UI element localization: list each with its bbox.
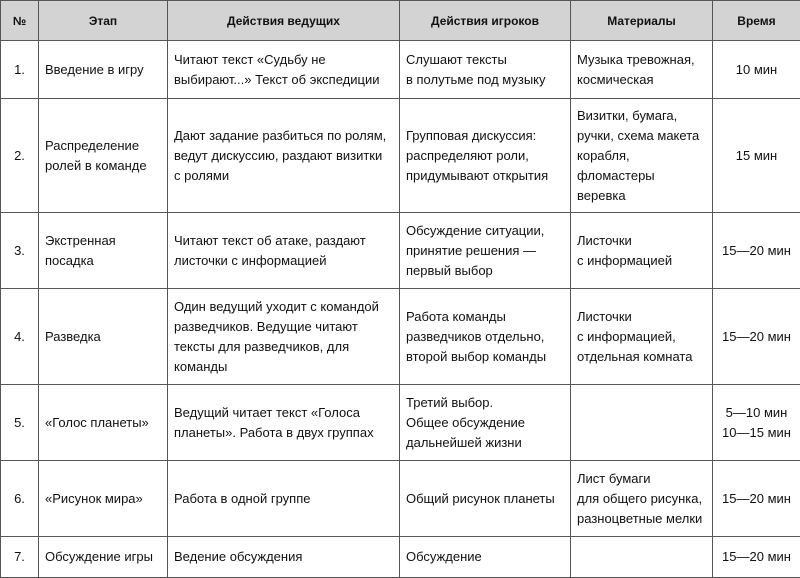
cell-line: Ведущий читает текст «Голоса [174, 403, 393, 423]
cell-line: корабля, [577, 146, 706, 166]
cell-line: Читают текст «Судьбу не [174, 50, 393, 70]
cell-num: 4. [1, 289, 39, 385]
cell-time [713, 41, 800, 99]
cell-line: ведут дискуссию, раздают визитки [174, 146, 393, 166]
cell-hosts [168, 41, 400, 99]
cell-time [713, 461, 800, 537]
table-row [1, 213, 800, 289]
cell-line: разноцветные мелки [577, 509, 706, 529]
cell-line: Обсуждение игры [45, 547, 161, 567]
cell-line: посадка [45, 251, 161, 271]
cell-stage [39, 41, 168, 99]
cell-num: 3. [1, 213, 39, 289]
header-hosts: Действия ведущих [168, 1, 400, 41]
cell-materials [571, 41, 713, 99]
cell-line: Введение в игру [45, 60, 161, 80]
table-row [1, 537, 800, 578]
cell-line: Обсуждение ситуации, [406, 221, 564, 241]
cell-players [400, 289, 571, 385]
table-row [1, 289, 800, 385]
cell-line: Визитки, бумага, [577, 106, 706, 126]
cell-stage [39, 213, 168, 289]
cell-line: планеты». Работа в двух группах [174, 423, 393, 443]
cell-line: Музыка тревожная, [577, 50, 706, 70]
cell-hosts [168, 537, 400, 578]
table-row [1, 385, 800, 461]
cell-line: Дают задание разбиться по ролям, [174, 126, 393, 146]
cell-line: второй выбор команды [406, 347, 564, 367]
cell-line: 15—20 мин [719, 547, 794, 567]
cell-line: Разведка [45, 327, 161, 347]
cell-line: Распределение [45, 136, 161, 156]
cell-line: разведчиков. Ведущие читают [174, 317, 393, 337]
cell-line: «Голос планеты» [45, 413, 161, 433]
cell-num: 5. [1, 385, 39, 461]
cell-line: Один ведущий уходит с командой [174, 297, 393, 317]
cell-stage [39, 461, 168, 537]
cell-num: 6. [1, 461, 39, 537]
cell-line: Лист бумаги [577, 469, 706, 489]
cell-line: для общего рисунка, [577, 489, 706, 509]
cell-line: Общее обсуждение [406, 413, 564, 433]
cell-line: фломастеры [577, 166, 706, 186]
cell-hosts [168, 213, 400, 289]
table-row [1, 461, 800, 537]
cell-line: придумывают открытия [406, 166, 564, 186]
table-row [1, 41, 800, 99]
cell-line: Ведение обсуждения [174, 547, 393, 567]
cell-line: Читают текст об атаке, раздают [174, 231, 393, 251]
cell-stage [39, 99, 168, 213]
cell-line: 5—10 мин [719, 403, 794, 423]
cell-line: распределяют роли, [406, 146, 564, 166]
cell-line: ролей в команде [45, 156, 161, 176]
cell-stage [39, 385, 168, 461]
cell-num: 2. [1, 99, 39, 213]
cell-line: 15—20 мин [719, 327, 794, 347]
cell-time [713, 213, 800, 289]
header-stage: Этап [39, 1, 168, 41]
cell-materials [571, 289, 713, 385]
cell-time [713, 537, 800, 578]
cell-hosts [168, 385, 400, 461]
table-row [1, 99, 800, 213]
cell-players [400, 537, 571, 578]
cell-line: Обсуждение [406, 547, 564, 567]
cell-line: 15—20 мин [719, 489, 794, 509]
cell-hosts [168, 289, 400, 385]
cell-time [713, 289, 800, 385]
cell-line: 15—20 мин [719, 241, 794, 261]
cell-line: отдельная комната [577, 347, 706, 367]
cell-stage [39, 289, 168, 385]
cell-line: веревка [577, 186, 706, 206]
cell-players [400, 461, 571, 537]
cell-hosts [168, 99, 400, 213]
cell-line: 10—15 мин [719, 423, 794, 443]
cell-time [713, 385, 800, 461]
cell-line: Экстренная [45, 231, 161, 251]
cell-line: космическая [577, 70, 706, 90]
cell-materials [571, 99, 713, 213]
cell-players [400, 385, 571, 461]
cell-num: 1. [1, 41, 39, 99]
cell-line: листочки с информацией [174, 251, 393, 271]
cell-line: ручки, схема макета [577, 126, 706, 146]
table-header-row [1, 1, 800, 41]
cell-line: первый выбор [406, 261, 564, 281]
header-materials: Материалы [571, 1, 713, 41]
cell-line: разведчиков отдельно, [406, 327, 564, 347]
cell-materials [571, 461, 713, 537]
cell-line: Работа команды [406, 307, 564, 327]
cell-line: Слушают тексты [406, 50, 564, 70]
header-players: Действия игроков [400, 1, 571, 41]
cell-materials [571, 385, 713, 461]
cell-materials [571, 213, 713, 289]
cell-line: тексты для разведчиков, для [174, 337, 393, 357]
cell-hosts [168, 461, 400, 537]
cell-line: Листочки [577, 231, 706, 251]
cell-line: Общий рисунок планеты [406, 489, 564, 509]
cell-line: «Рисунок мира» [45, 489, 161, 509]
cell-stage [39, 537, 168, 578]
cell-materials [571, 537, 713, 578]
header-time: Время [713, 1, 800, 41]
cell-line: в полутьме под музыку [406, 70, 564, 90]
cell-line: 10 мин [719, 60, 794, 80]
cell-line: дальнейшей жизни [406, 433, 564, 453]
header-num: № [1, 1, 39, 41]
cell-line: с информацией, [577, 327, 706, 347]
cell-line: принятие решения — [406, 241, 564, 261]
cell-time [713, 99, 800, 213]
cell-line: 15 мин [719, 146, 794, 166]
cell-line: Групповая дискуссия: [406, 126, 564, 146]
cell-players [400, 213, 571, 289]
cell-players [400, 99, 571, 213]
cell-line: с ролями [174, 166, 393, 186]
cell-line: с информацией [577, 251, 706, 271]
cell-players [400, 41, 571, 99]
cell-line: команды [174, 357, 393, 377]
cell-line: Третий выбор. [406, 393, 564, 413]
cell-line: Листочки [577, 307, 706, 327]
cell-line: Работа в одной группе [174, 489, 393, 509]
cell-num: 7. [1, 537, 39, 578]
cell-line: выбирают...» Текст об экспедиции [174, 70, 393, 90]
